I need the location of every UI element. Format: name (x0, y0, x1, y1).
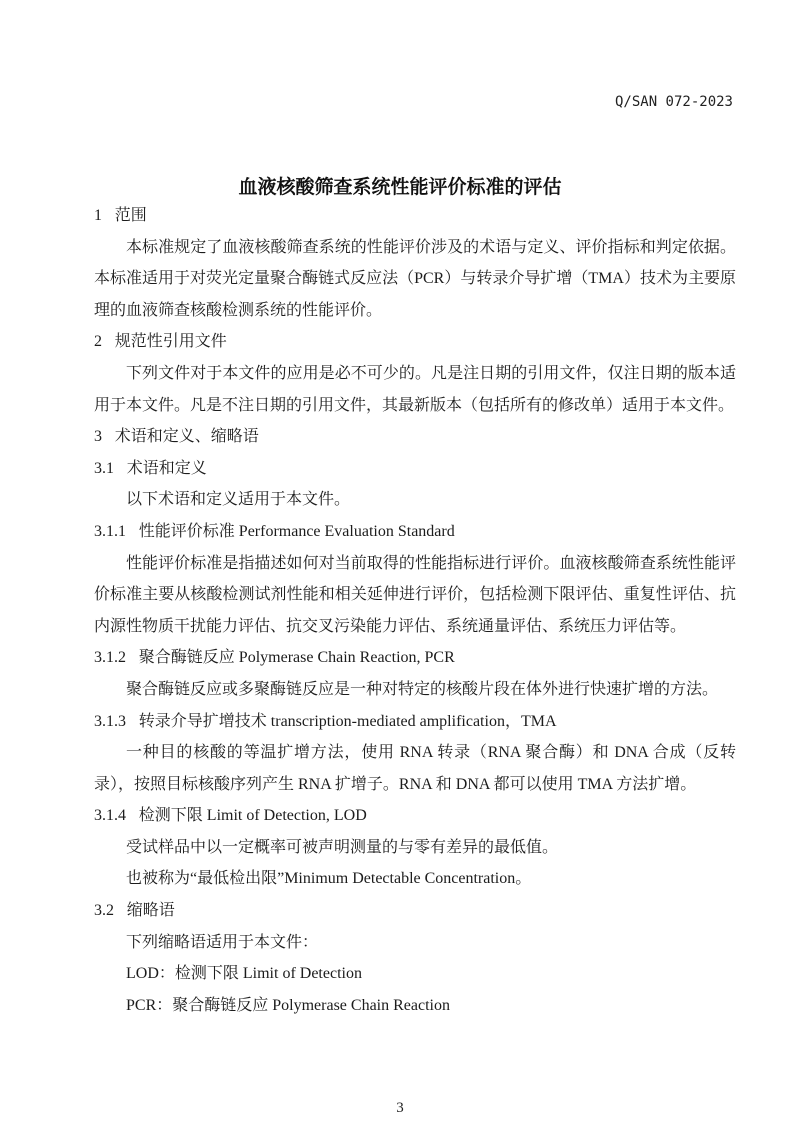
paragraph: 性能评价标准是指描述如何对当前取得的性能指标进行评价。血液核酸筛查系统性能评价标准主要从核酸检测试剂性能和相关延伸进行评价，包括检测下限评估、重复性评估、抗内源性物质干扰能力评估、抗交叉污染能力评估、系统通量评估、系统压力评估等。 (94, 554, 736, 635)
page-number: 3 (396, 1100, 404, 1116)
document-number: Q/SAN 072-2023 (614, 94, 733, 110)
section-number: 3.1 (94, 459, 114, 477)
paragraph: 聚合酶链反应或多聚酶链反应是一种对特定的核酸片段在体外进行快速扩增的方法。 (126, 680, 719, 698)
section-heading (94, 326, 736, 358)
section-number: 3.2 (94, 902, 114, 920)
section-number: 2 (94, 333, 102, 351)
section-title: 范围 (114, 207, 147, 224)
section-title: 术语和定义、缩略语 (114, 428, 259, 446)
section-heading (94, 421, 736, 453)
section-heading (94, 453, 736, 485)
section-heading (94, 706, 736, 738)
section-title: 缩略语 (126, 902, 175, 920)
section-heading (94, 200, 736, 232)
section-title: 术语和定义 (126, 459, 207, 477)
paragraph: LOD：检测下限 Limit of Detection (126, 965, 362, 983)
section-number: 1 (94, 207, 102, 224)
section-number: 3.1.1 (94, 522, 126, 540)
paragraph: 以下术语和定义适用于本文件。 (126, 491, 351, 509)
section-title: 规范性引用文件 (114, 333, 227, 351)
section-title: 检测下限 Limit of Detection, LOD (138, 807, 367, 825)
section-number: 3.1.2 (94, 649, 126, 667)
paragraph: 一种目的核酸的等温扩增方法，使用 RNA 转录（RNA 聚合酶）和 DNA 合成（反转录），按照目标核酸序列产生 RNA 扩增子。RNA 和 DNA 都可以使用 TMA 方法扩增。 (94, 744, 736, 793)
section-heading (94, 516, 736, 548)
paragraph: 下列文件对于本文件的应用是必不可少的。凡是注日期的引用文件，仅注日期的版本适用于本文件。凡是不注日期的引用文件，其最新版本（包括所有的修改单）适用于本文件。 (94, 364, 736, 414)
section-heading (94, 895, 736, 927)
paragraph: 受试样品中以一定概率可被声明测量的与零有差异的最低值。 (126, 838, 559, 856)
section-heading (94, 642, 736, 674)
paragraph: 本标准规定了血液核酸筛查系统的性能评价涉及的术语与定义、评价指标和判定依据。本标准适用于对荧光定量聚合酶链式反应法（PCR）与转录介导扩增（TMA）技术为主要原理的血液筛查核酸检测系统的性能评价。 (94, 238, 736, 319)
section-title: 转录介导扩增技术 transcription-mediated amplification，TMA (138, 712, 557, 730)
paragraph: PCR：聚合酶链反应 Polymerase Chain Reaction (126, 996, 450, 1014)
paragraph: 也被称为“最低检出限”Minimum Detectable Concentration。 (126, 870, 532, 888)
document-title: 血液核酸筛查系统性能评价标准的评估 (238, 176, 562, 198)
section-number: 3 (94, 428, 102, 446)
section-title: 聚合酶链反应 Polymerase Chain Reaction, PCR (138, 649, 455, 667)
paragraph: 下列缩略语适用于本文件： (126, 933, 319, 951)
document-content (94, 200, 736, 1021)
section-heading (94, 800, 736, 832)
section-number: 3.1.3 (94, 712, 126, 730)
section-title: 性能评价标准 Performance Evaluation Standard (138, 522, 455, 540)
section-number: 3.1.4 (94, 807, 126, 825)
